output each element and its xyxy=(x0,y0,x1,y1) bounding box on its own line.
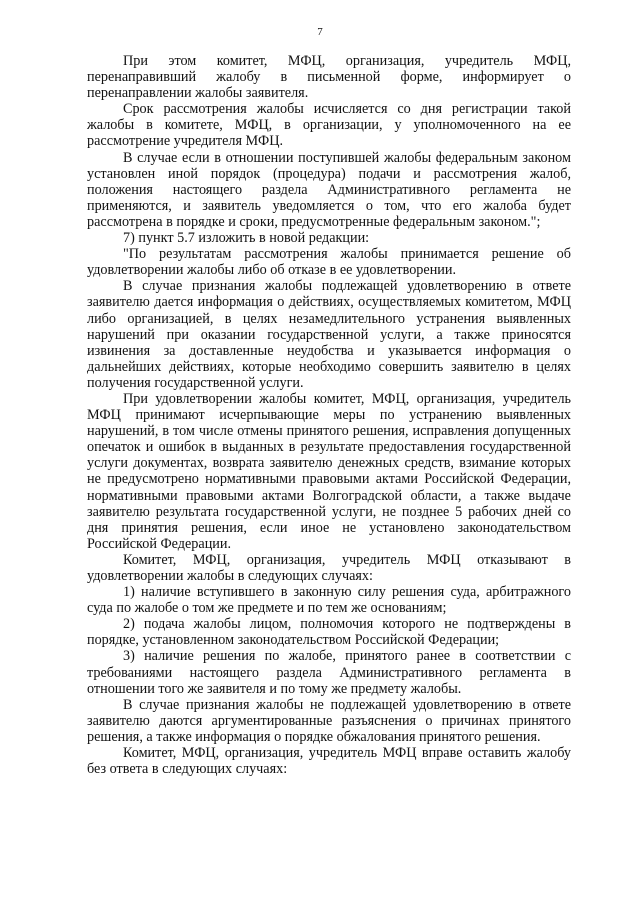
paragraph: 7) пункт 5.7 изложить в новой редакции: xyxy=(123,230,370,247)
paragraph: Комитет, МФЦ, организация, учредитель МФЦ отказывают в удовлетворении жалобы в следующих случаях: xyxy=(87,551,571,584)
paragraph: Срок рассмотрения жалобы исчисляется со дня регистрации такой жалобы в комитете, МФЦ, в организации, у уполномоченного на ее рассмотрение учредителя МФЦ. xyxy=(87,101,571,150)
paragraph: В случае признания жалобы подлежащей удовлетворению в ответе заявителю дается информация о действиях, осуществляемых комитетом, МФЦ либо организацией, в целях незамедлительного устранения выявленных нарушений при оказании государственной услуги, а также приносятся извинения за доставленные неудобства и указывается информация о дальнейших действиях, которые необходимо совершить заявителю в целях получения государственной услуги. xyxy=(87,278,571,391)
page-number: 7 xyxy=(317,26,323,38)
paragraph: В случае если в отношении поступившей жалобы федеральным законом установлен иной порядок (процедура) подачи и рассмотрения жалоб, положения настоящего раздела Административного регламента не применяются, и заявитель уведомляется о том, что его жалоба будет рассмотрена в порядке и сроки, предусмотренные федеральным законом."; xyxy=(87,149,571,230)
paragraph: 2) подача жалобы лицом, полномочия которого не подтверждены в порядке, установленном законодательством Российской Федерации; xyxy=(87,616,571,649)
document-body xyxy=(87,53,571,777)
paragraph: В случае признания жалобы не подлежащей удовлетворению в ответе заявителю даются аргументированные разъяснения о причинах принятого решения, а также информация о порядке обжалования принятого решения. xyxy=(87,696,571,745)
paragraph: "По результатам рассмотрения жалобы принимается решение об удовлетворении жалобы либо об отказе в ее удовлетворении. xyxy=(87,246,571,279)
paragraph: Комитет, МФЦ, организация, учредитель МФЦ вправе оставить жалобу без ответа в следующих случаях: xyxy=(87,745,571,778)
paragraph: 1) наличие вступившего в законную силу решения суда, арбитражного суда по жалобе о том же предмете и по тем же основаниям; xyxy=(87,584,571,617)
paragraph: При удовлетворении жалобы комитет, МФЦ, организация, учредитель МФЦ принимают исчерпывающие меры по устранению выявленных нарушений, в том числе отмены принятого решения, исправления допущенных опечаток и ошибок в выданных в результате предоставления государственной услуги документах, возврата заявителю денежных средств, взимание которых не предусмотрено нормативными правовыми актами Российской Федерации, нормативными правовыми актами Волгоградской области, а также выдаче заявителю результата государственной услуги, не позднее 5 рабочих дней со дня принятия решения, если иное не установлено законодательством Российской Федерации. xyxy=(87,390,571,552)
paragraph: При этом комитет, МФЦ, организация, учредитель МФЦ, перенаправивший жалобу в письменной форме, информирует о перенаправлении жалобы заявителя. xyxy=(87,53,571,102)
paragraph: 3) наличие решения по жалобе, принятого ранее в соответствии с требованиями настоящего раздела Административного регламента в отношении того же заявителя и по тому же предмету жалобы. xyxy=(87,648,571,697)
